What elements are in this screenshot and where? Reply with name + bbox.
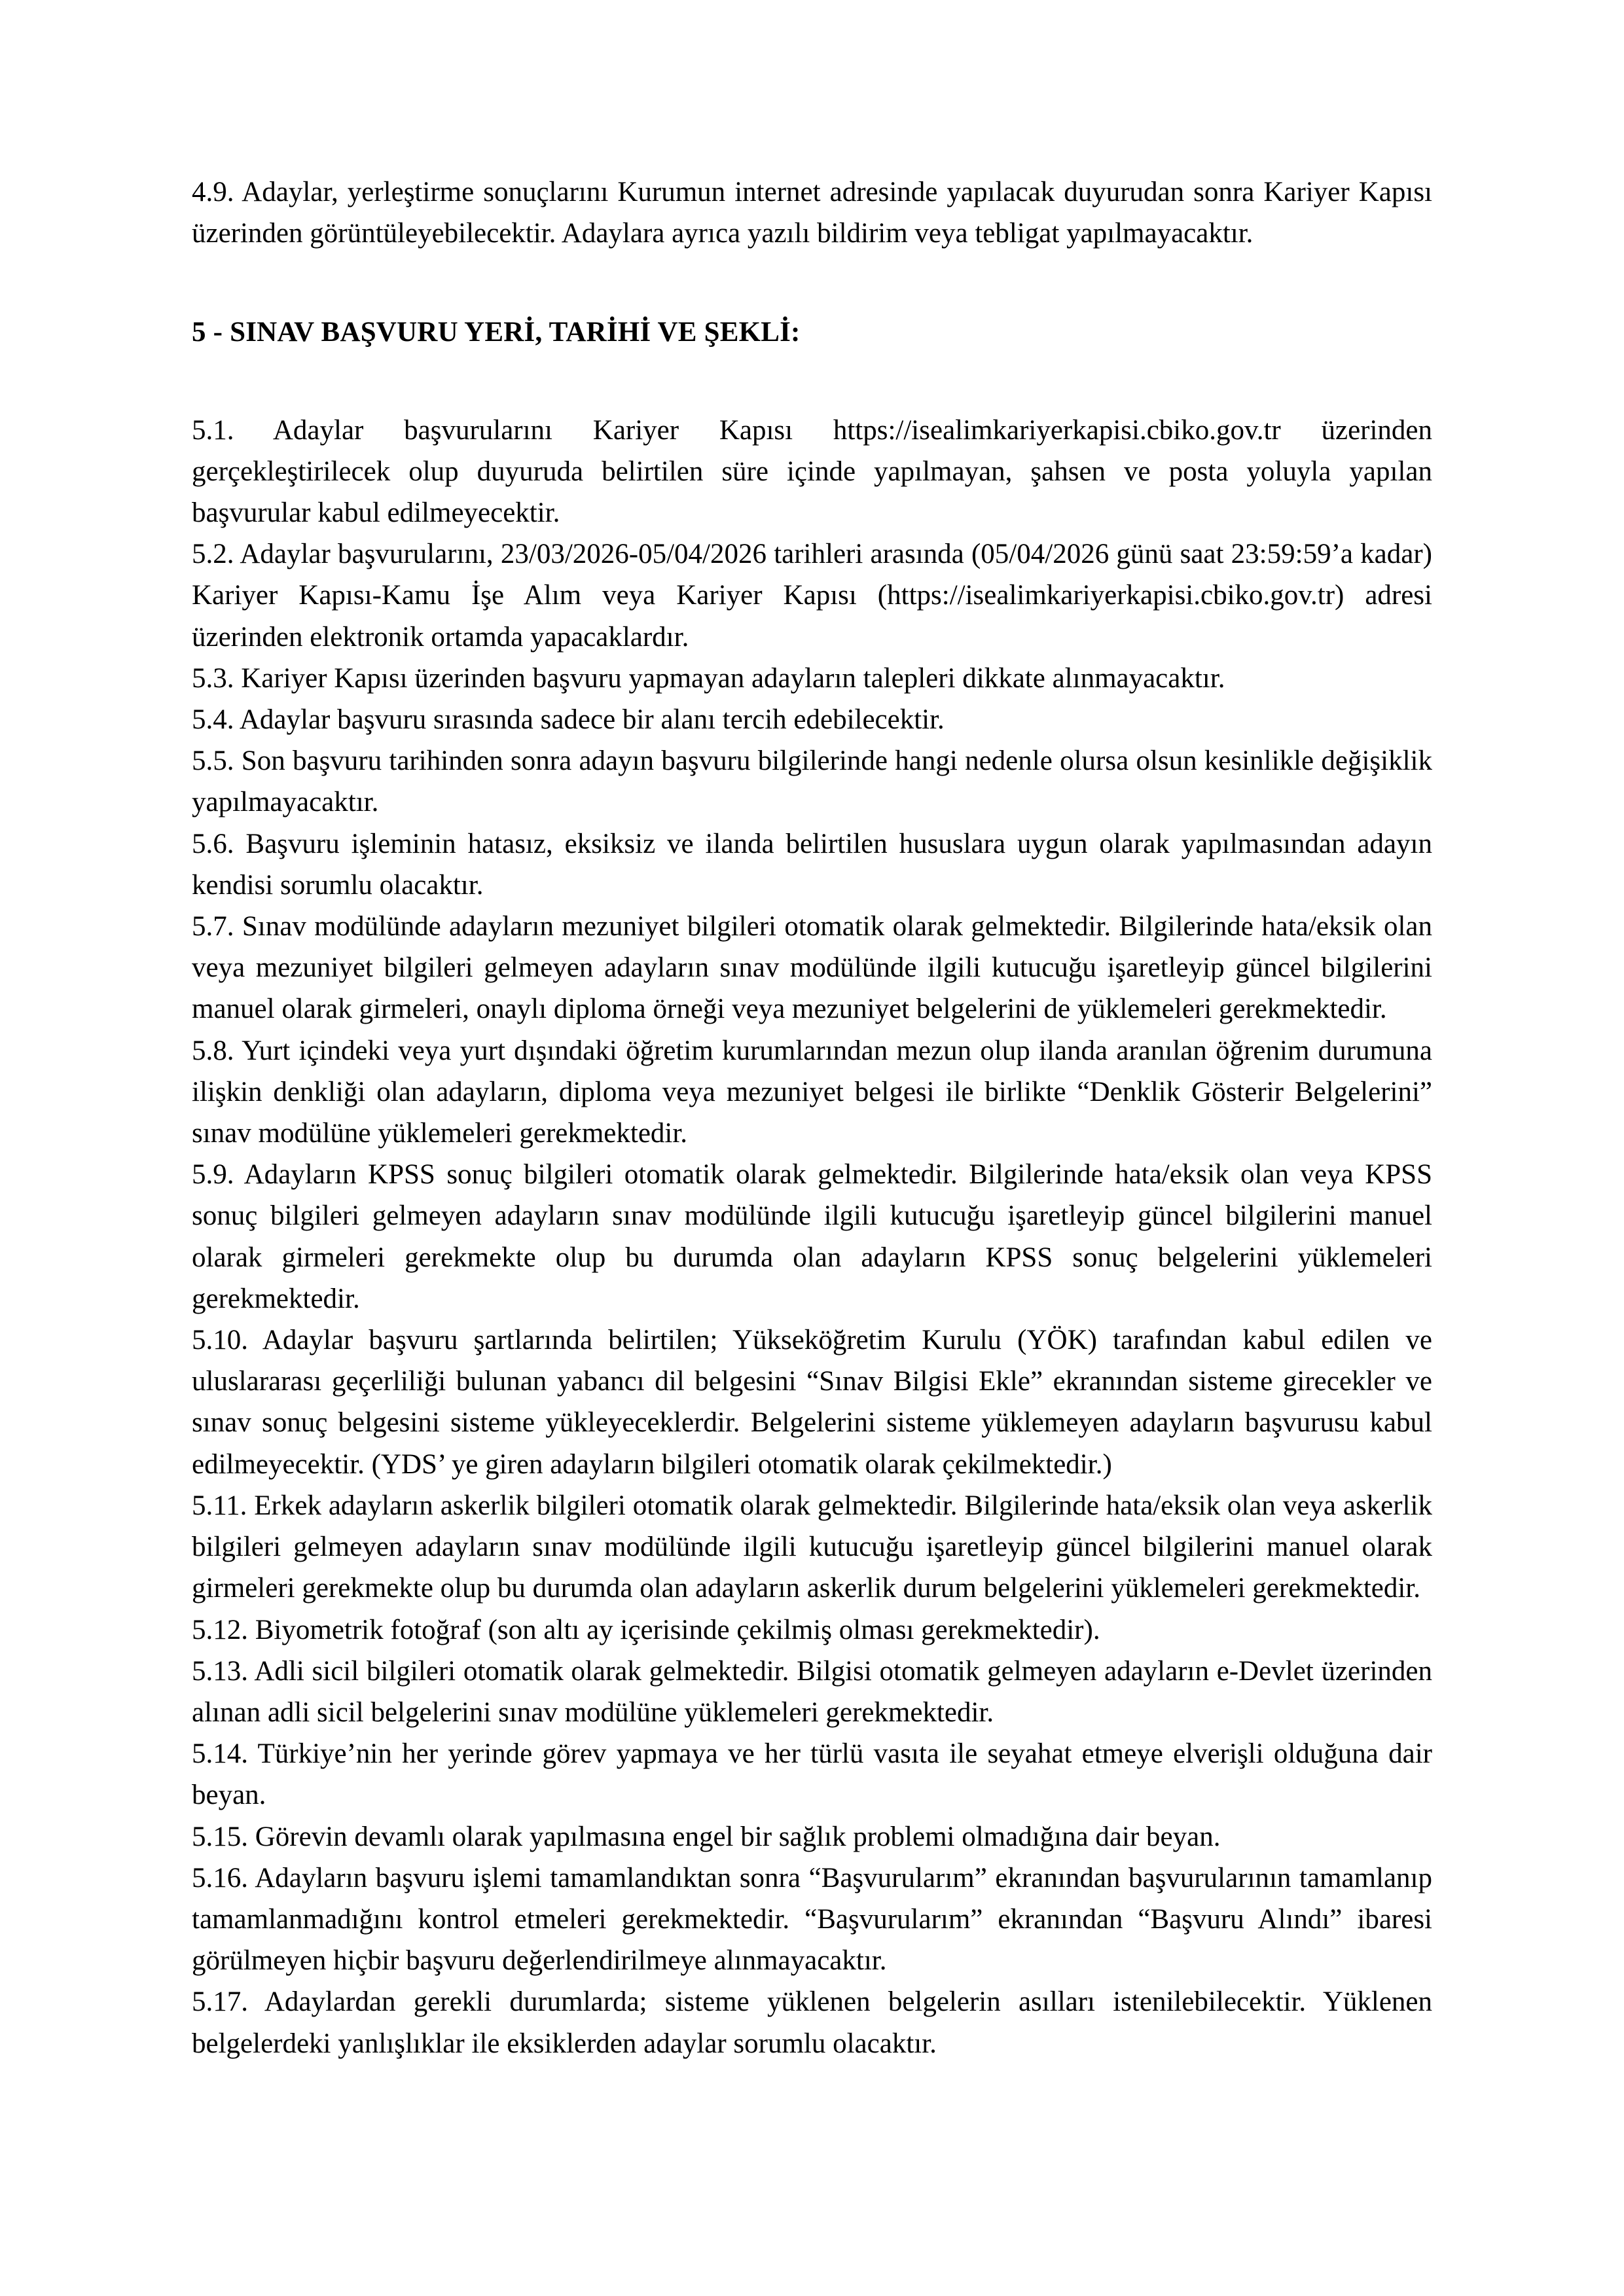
paragraph-5-3: 5.3. Kariyer Kapısı üzerinden başvuru yapmayan adayların talepleri dikkate alınmayacaktır. [192,662,1225,694]
paragraph-5-1: 5.1. Adaylar başvurularını Kariyer Kapısı https://isealimkariyerkapisi.cbiko.gov.tr üzerinden gerçekleştirilecek olup duyuruda belirtilen süre içinde yapılmayan, şahsen ve posta yoluyla yapılan başvurular kabul edilmeyecektir. [192,414,1432,529]
paragraph-5-17: 5.17. Adaylardan gerekli durumlarda; sisteme yüklenen belgelerin asılları istenilebilecektir. Yüklenen belgelerdeki yanlışlıklar ile eksiklerden adaylar sorumlu olacaktır. [192,1986,1432,2059]
section-heading-5: 5 - SINAV BAŞVURU YERİ, TARİHİ VE ŞEKLİ: [192,317,801,348]
paragraph-5-11: 5.11. Erkek adayların askerlik bilgileri otomatik olarak gelmektedir. Bilgilerinde hata/eksik olan veya askerlik bilgileri gelmeyen adayların sınav modülünde ilgili kutucuğu işaretleyip güncel bilgilerini manuel olarak girmeleri gerekmekte olup bu durumda olan adayların askerlik durum belgelerini yüklemeleri gerekmektedir. [192,1490,1432,1604]
spacer-before-heading [192,254,1432,312]
paragraph-5-9: 5.9. Adayların KPSS sonuç bilgileri otomatik olarak gelmektedir. Bilgilerinde hata/eksik olan veya KPSS sonuç bilgileri gelmeyen adayların sınav modülünde ilgili kutucuğu işaretleyip güncel bilgilerini manuel olarak girmeleri gerekmekte olup bu durumda olan adayların KPSS sonuç belgelerini yüklemeleri gerekmektedir. [192,1159,1432,1314]
paragraph-5-4: 5.4. Adaylar başvuru sırasında sadece bir alanı tercih edebilecektir. [192,704,945,736]
paragraph-5-13: 5.13. Adli sicil bilgileri otomatik olarak gelmektedir. Bilgisi otomatik gelmeyen adayların e-Devlet üzerinden alınan adli sicil belgelerini sınav modülüne yüklemeleri gerekmektedir. [192,1655,1432,1728]
paragraph-5-14: 5.14. Türkiye’nin her yerinde görev yapmaya ve her türlü vasıta ile seyahat etmeye elverişli olduğuna dair beyan. [192,1738,1432,1811]
paragraph-5-6: 5.6. Başvuru işleminin hatasız, eksiksiz ve ilanda belirtilen hususlara uygun olarak yapılmasından adayın kendisi sorumlu olacaktır. [192,828,1432,901]
paragraph-5-10: 5.10. Adaylar başvuru şartlarında belirtilen; Yükseköğretim Kurulu (YÖK) tarafından kabul edilen ve uluslararası geçerliliği bulunan yabancı dil belgesini “Sınav Bilgisi Ekle” ekranından sisteme girecekler ve sınav sonuç belgesini sisteme yükleyeceklerdir. Belgelerini sisteme yüklemeyen adayların başvurusu kabul edilmeyecektir. (YDS’ ye giren adayların bilgileri otomatik olarak çekilmektedir.) [192,1325,1432,1480]
paragraph-5-7: 5.7. Sınav modülünde adayların mezuniyet bilgileri otomatik olarak gelmektedir. Bilgilerinde hata/eksik olan veya mezuniyet bilgileri gelmeyen adayların sınav modülünde ilgili kutucuğu işaretleyip güncel bilgilerini manuel olarak girmeleri, onaylı diploma örneği veya mezuniyet belgelerini de yüklemeleri gerekmektedir. [192,911,1432,1025]
spacer-after-heading [192,353,1432,410]
paragraph-5-15: 5.15. Görevin devamlı olarak yapılmasına engel bir sağlık problemi olmadığına dair beyan. [192,1821,1221,1852]
paragraph-5-8: 5.8. Yurt içindeki veya yurt dışındaki öğretim kurumlarından mezun olup ilanda aranılan öğrenim durumuna ilişkin denkliği olan adayların, diploma veya mezuniyet belgesi ile birlikte “Denklik Gösterir Belgelerini” sınav modülüne yüklemeleri gerekmektedir. [192,1035,1432,1149]
document-text-body [192,171,1432,2064]
paragraph-4-9: 4.9. Adaylar, yerleştirme sonuçlarını Kurumun internet adresinde yapılacak duyurudan sonra Kariyer Kapısı üzerinden görüntüleyebilecektir. Adaylara ayrıca yazılı bildirim veya tebligat yapılmayacaktır. [192,177,1432,249]
paragraph-5-12: 5.12. Biyometrik fotoğraf (son altı ay içerisinde çekilmiş olması gerekmektedir). [192,1614,1100,1645]
paragraph-5-5: 5.5. Son başvuru tarihinden sonra adayın başvuru bilgilerinde hangi nedenle olursa olsun kesinlikle değişiklik yapılmayacaktır. [192,745,1432,818]
paragraph-5-2: 5.2. Adaylar başvurularını, 23/03/2026-05/04/2026 tarihleri arasında (05/04/2026 günü saat 23:59:59’a kadar) Kariyer Kapısı-Kamu İşe Alım veya Kariyer Kapısı (https://isealimkariyerkapisi.cbiko.gov.tr) adresi üzerinden elektronik ortamda yapacaklardır. [192,539,1432,653]
paragraph-5-16: 5.16. Adayların başvuru işlemi tamamlandıktan sonra “Başvurularım” ekranından başvurularının tamamlanıp tamamlanmadığını kontrol etmeleri gerekmektedir. “Başvurularım” ekranından “Başvuru Alındı” ibaresi görülmeyen hiçbir başvuru değerlendirilmeye alınmayacaktır. [192,1862,1432,1977]
